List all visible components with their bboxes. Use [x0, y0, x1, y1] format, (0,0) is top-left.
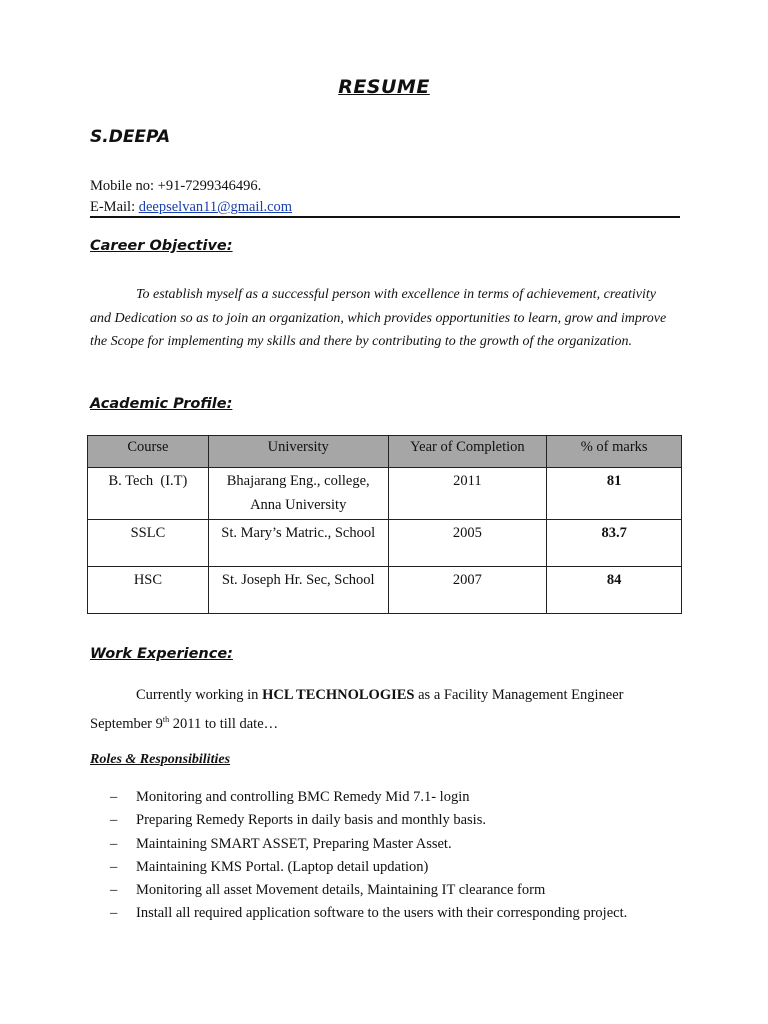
email-label: E-Mail:: [90, 199, 139, 215]
contact-block: [90, 176, 292, 218]
course-cell: B. Tech (I.T): [88, 468, 209, 520]
university-cell: Bhajarang Eng., college, Anna University: [208, 468, 388, 520]
roles-list: [110, 786, 680, 926]
academic-table: [87, 435, 682, 614]
university-cell: St. Joseph Hr. Sec, School: [208, 567, 388, 614]
table-row: [88, 567, 682, 614]
company-name: HCL TECHNOLOGIES: [262, 687, 415, 703]
work-text-end: 2011 to till date…: [169, 715, 279, 732]
career-objective-heading: Career Objective:: [90, 238, 233, 254]
list-item: – Maintaining KMS Portal. (Laptop detail updation): [110, 856, 680, 879]
course-cell: SSLC: [88, 520, 209, 567]
course-cell: HSC: [88, 567, 209, 614]
table-row: [88, 520, 682, 567]
email-link[interactable]: deepselvan11@gmail.com: [138, 199, 293, 215]
email-line: [90, 197, 292, 218]
academic-profile-heading: Academic Profile:: [90, 396, 233, 412]
column-header-marks: % of marks: [547, 436, 682, 468]
list-item: – Maintaining SMART ASSET, Preparing Master Asset.: [110, 833, 680, 856]
year-cell: 2007: [388, 567, 547, 614]
column-header-university: University: [208, 436, 388, 468]
ordinal-suffix: th: [162, 714, 170, 724]
list-item: – Install all required application software to the users with their corresponding project.: [110, 902, 680, 925]
career-objective-text: [90, 283, 680, 354]
column-header-course: Course: [88, 436, 209, 468]
document-title: RESUME: [338, 76, 430, 98]
list-item: – Monitoring all asset Movement details, Maintaining IT clearance form: [110, 879, 680, 902]
table-row: [88, 468, 682, 520]
marks-cell: 84: [547, 567, 682, 614]
marks-cell: 83.7: [547, 520, 682, 567]
year-cell: 2005: [388, 520, 547, 567]
contact-divider: [90, 216, 680, 218]
mobile-label: Mobile no:: [90, 178, 158, 194]
work-experience-heading: Work Experience:: [90, 646, 233, 662]
mobile-number: +91-7299346496.: [157, 178, 262, 194]
work-experience-text: [90, 684, 680, 736]
university-cell: St. Mary’s Matric., School: [208, 520, 388, 567]
column-header-year: Year of Completion: [388, 436, 547, 468]
work-text-before: Currently working in: [136, 687, 263, 703]
roles-heading: Roles & Responsibilities: [90, 752, 231, 767]
mobile-line: [90, 176, 292, 197]
year-cell: 2011: [388, 468, 547, 520]
marks-cell: 81: [547, 468, 682, 520]
list-item: – Preparing Remedy Reports in daily basis and monthly basis.: [110, 809, 680, 832]
career-objective-body: To establish myself as a successful person with excellence in terms of achievement, creativity and Dedication so as to join an organization, which provides opportunities to learn, grow and improve the Scope for implementing my skills and there by contributing to the growth of the organization.: [90, 287, 667, 349]
list-item: – Monitoring and controlling BMC Remedy Mid 7.1- login: [110, 786, 680, 809]
candidate-name: S.DEEPA: [90, 127, 171, 147]
work-text-after: as a Facility Management Engineer September 9: [90, 687, 624, 732]
table-header-row: [88, 436, 682, 468]
